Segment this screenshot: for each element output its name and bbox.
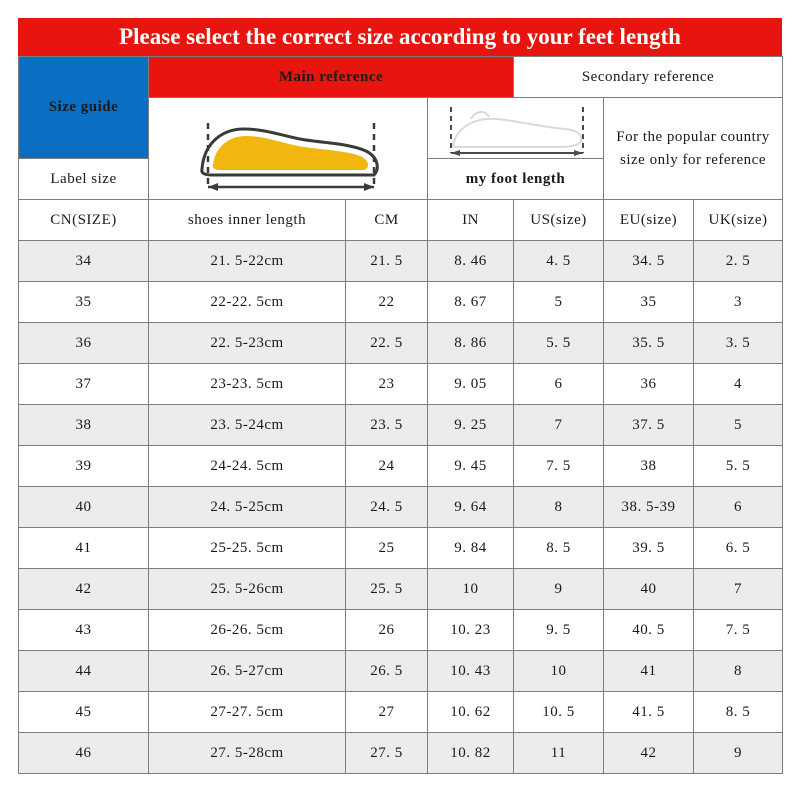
cell-eu: 42 — [604, 733, 694, 774]
column-header-in: IN — [428, 200, 514, 241]
cell-uk: 6 — [694, 487, 783, 528]
cell-inner: 24-24. 5cm — [149, 446, 346, 487]
cell-eu: 35 — [604, 282, 694, 323]
my-foot-length-label: my foot length — [428, 159, 604, 200]
cell-us: 6 — [514, 364, 604, 405]
size-guide-header: Size guide — [19, 57, 149, 159]
column-header-uk: UK(size) — [694, 200, 783, 241]
cell-cn: 40 — [19, 487, 149, 528]
cell-uk: 3. 5 — [694, 323, 783, 364]
cell-eu: 41. 5 — [604, 692, 694, 733]
cell-cn: 42 — [19, 569, 149, 610]
cell-us: 11 — [514, 733, 604, 774]
cell-in: 10 — [428, 569, 514, 610]
cell-cm: 22 — [346, 282, 428, 323]
cell-cn: 45 — [19, 692, 149, 733]
table-row — [19, 569, 783, 610]
cell-eu: 40 — [604, 569, 694, 610]
cell-eu: 41 — [604, 651, 694, 692]
cell-us: 7 — [514, 405, 604, 446]
cell-inner: 22. 5-23cm — [149, 323, 346, 364]
cell-inner: 27-27. 5cm — [149, 692, 346, 733]
column-header-row — [19, 200, 783, 241]
cell-eu: 35. 5 — [604, 323, 694, 364]
column-header-us: US(size) — [514, 200, 604, 241]
cell-cn: 38 — [19, 405, 149, 446]
cell-cm: 25 — [346, 528, 428, 569]
cell-inner: 25. 5-26cm — [149, 569, 346, 610]
cell-eu: 38 — [604, 446, 694, 487]
header-row-top — [19, 57, 783, 98]
column-header-eu: EU(size) — [604, 200, 694, 241]
cell-inner: 26. 5-27cm — [149, 651, 346, 692]
table-row — [19, 323, 783, 364]
cell-cm: 26. 5 — [346, 651, 428, 692]
cell-us: 8 — [514, 487, 604, 528]
cell-eu: 38. 5-39 — [604, 487, 694, 528]
cell-cn: 36 — [19, 323, 149, 364]
cell-cn: 46 — [19, 733, 149, 774]
cell-uk: 8 — [694, 651, 783, 692]
cell-uk: 7. 5 — [694, 610, 783, 651]
foot-measure-icon — [441, 99, 591, 157]
secondary-reference-header: Secondary reference — [514, 57, 783, 98]
cell-cm: 24. 5 — [346, 487, 428, 528]
cell-cn: 41 — [19, 528, 149, 569]
banner-title: Please select the correct size according to your feet length — [18, 18, 782, 56]
cell-cn: 34 — [19, 241, 149, 282]
cell-eu: 34. 5 — [604, 241, 694, 282]
size-chart-table — [18, 56, 783, 774]
cell-eu: 40. 5 — [604, 610, 694, 651]
cell-in: 8. 86 — [428, 323, 514, 364]
cell-cm: 22. 5 — [346, 323, 428, 364]
country-size-note: For the popular country size only for reference — [604, 98, 783, 200]
cell-uk: 8. 5 — [694, 692, 783, 733]
cell-uk: 5. 5 — [694, 446, 783, 487]
column-header-inner-length: shoes inner length — [149, 200, 346, 241]
cell-cm: 25. 5 — [346, 569, 428, 610]
cell-cm: 23. 5 — [346, 405, 428, 446]
table-row — [19, 282, 783, 323]
cell-us: 8. 5 — [514, 528, 604, 569]
cell-in: 10. 82 — [428, 733, 514, 774]
cell-eu: 37. 5 — [604, 405, 694, 446]
cell-in: 9. 45 — [428, 446, 514, 487]
cell-us: 5. 5 — [514, 323, 604, 364]
cell-inner: 27. 5-28cm — [149, 733, 346, 774]
label-size-header: Label size — [19, 159, 149, 200]
table-row — [19, 241, 783, 282]
table-row — [19, 405, 783, 446]
cell-uk: 5 — [694, 405, 783, 446]
table-row — [19, 528, 783, 569]
cell-cm: 26 — [346, 610, 428, 651]
cell-us: 4. 5 — [514, 241, 604, 282]
cell-inner: 23-23. 5cm — [149, 364, 346, 405]
cell-inner: 22-22. 5cm — [149, 282, 346, 323]
cell-inner: 21. 5-22cm — [149, 241, 346, 282]
cell-eu: 39. 5 — [604, 528, 694, 569]
cell-in: 8. 67 — [428, 282, 514, 323]
cell-uk: 7 — [694, 569, 783, 610]
cell-in: 8. 46 — [428, 241, 514, 282]
main-reference-header: Main reference — [149, 57, 514, 98]
cell-in: 10. 43 — [428, 651, 514, 692]
cell-us: 10. 5 — [514, 692, 604, 733]
cell-cm: 24 — [346, 446, 428, 487]
cell-in: 10. 62 — [428, 692, 514, 733]
cell-cn: 39 — [19, 446, 149, 487]
cell-cn: 43 — [19, 610, 149, 651]
cell-uk: 3 — [694, 282, 783, 323]
cell-us: 9. 5 — [514, 610, 604, 651]
cell-uk: 4 — [694, 364, 783, 405]
table-row — [19, 364, 783, 405]
cell-in: 9. 84 — [428, 528, 514, 569]
cell-in: 10. 23 — [428, 610, 514, 651]
cell-uk: 9 — [694, 733, 783, 774]
cell-us: 7. 5 — [514, 446, 604, 487]
cell-inner: 23. 5-24cm — [149, 405, 346, 446]
cell-eu: 36 — [604, 364, 694, 405]
table-row — [19, 487, 783, 528]
table-row — [19, 610, 783, 651]
table-row — [19, 692, 783, 733]
cell-cn: 37 — [19, 364, 149, 405]
foot-illustration-cell — [428, 98, 604, 159]
cell-inner: 25-25. 5cm — [149, 528, 346, 569]
shoe-illustration-cell — [149, 98, 428, 200]
cell-cm: 23 — [346, 364, 428, 405]
cell-in: 9. 64 — [428, 487, 514, 528]
cell-uk: 6. 5 — [694, 528, 783, 569]
column-header-cm: CM — [346, 200, 428, 241]
cell-cm: 21. 5 — [346, 241, 428, 282]
column-header-cn: CN(SIZE) — [19, 200, 149, 241]
cell-us: 5 — [514, 282, 604, 323]
table-row — [19, 733, 783, 774]
table-row — [19, 651, 783, 692]
cell-us: 10 — [514, 651, 604, 692]
cell-cm: 27. 5 — [346, 733, 428, 774]
shoe-measure-icon — [188, 103, 388, 195]
cell-us: 9 — [514, 569, 604, 610]
cell-cn: 44 — [19, 651, 149, 692]
table-row — [19, 446, 783, 487]
cell-inner: 26-26. 5cm — [149, 610, 346, 651]
cell-in: 9. 25 — [428, 405, 514, 446]
cell-in: 9. 05 — [428, 364, 514, 405]
cell-uk: 2. 5 — [694, 241, 783, 282]
cell-cn: 35 — [19, 282, 149, 323]
cell-inner: 24. 5-25cm — [149, 487, 346, 528]
cell-cm: 27 — [346, 692, 428, 733]
